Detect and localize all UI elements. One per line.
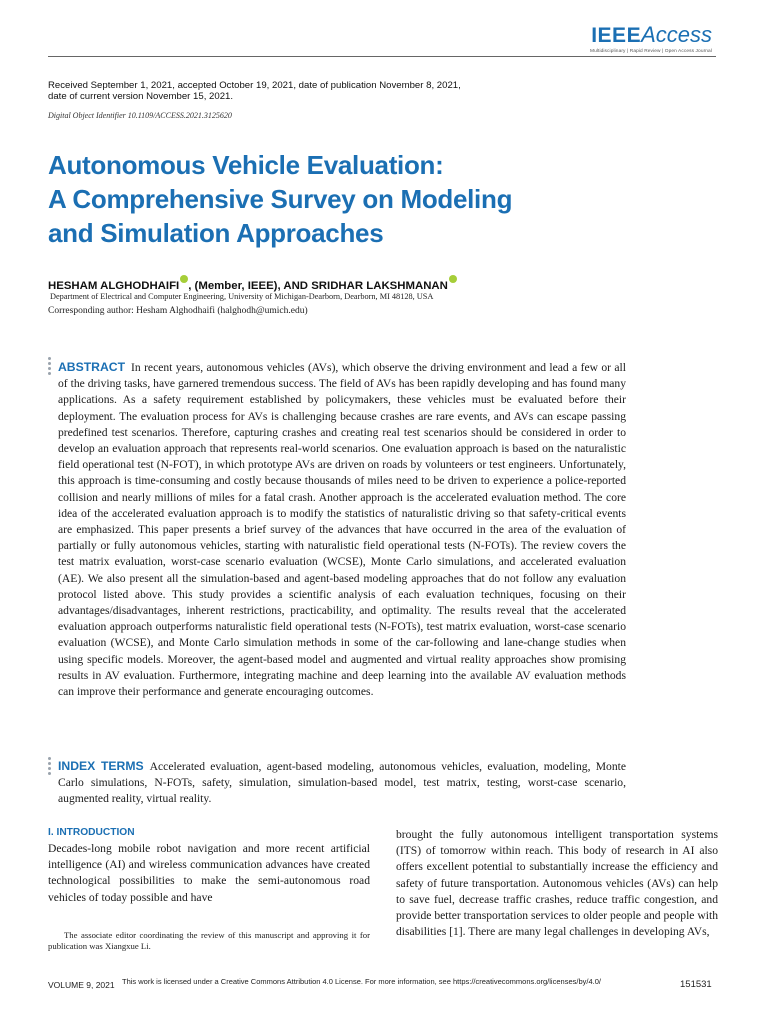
abstract-dots-icon <box>48 357 52 377</box>
section-heading-introduction: I. INTRODUCTION <box>48 827 135 838</box>
index-terms-text: Accelerated evaluation, agent-based modeling, autonomous vehicles, evaluation, modeling, Monte Carlo simulations, N-FOTs, safety, simulation, simulation-based model, test matrix, testing, worst-case scenario, augmented reality, virtual reality. <box>58 760 626 806</box>
received-dates <box>48 80 568 102</box>
logo-journal-name: Access <box>641 22 712 47</box>
paper-title <box>48 148 608 250</box>
footer-license: This work is licensed under a Creative Commons Attribution 4.0 License. For more information, see https://creativecommons.org/licenses/by/4.0/ <box>122 977 601 986</box>
footer-volume: VOLUME 9, 2021 <box>48 980 115 990</box>
title-line-3: and Simulation Approaches <box>48 218 384 248</box>
orcid-icon[interactable] <box>180 275 188 283</box>
author-line <box>48 276 457 292</box>
title-line-2: A Comprehensive Survey on Modeling <box>48 184 513 214</box>
page-number: 151531 <box>680 979 712 990</box>
introduction-paragraph-right: brought the fully autonomous intelligent transportation systems (ITS) of tomorrow within reach. This body of research in AI also offers excellent potential to substantially increase the efficiency and safety of future transportation. Autonomous vehicles (AVs) can help to save fuel, decrease traffic crashes, reduce traffic congestion, and provide better transportation services to older people and people with disabilities [1]. There are many legal challenges in developing AVs, <box>396 828 718 939</box>
footnote: The associate editor coordinating the review of this manuscript and approving it for publication was Xiangxue Li. <box>48 930 370 951</box>
logo-brand: IEEE <box>591 24 642 47</box>
abstract-heading: ABSTRACT <box>58 360 126 374</box>
corresponding-author: Corresponding author: Hesham Alghodhaifi (halghodh@umich.edu) <box>48 306 308 316</box>
journal-logo <box>590 22 712 54</box>
doi: Digital Object Identifier 10.1109/ACCESS.2021.3125620 <box>48 111 232 120</box>
received-line-1: Received September 1, 2021, accepted October 19, 2021, date of publication November 8, 2021, <box>48 80 461 91</box>
abstract-text: In recent years, autonomous vehicles (AVs), which observe the driving environment and lead a few or all of the driving tasks, have garnered tremendous success. The field of AVs has been rapidly developing and has found many applications. As a safety requirement established by policymakers, these vehicles must be evaluated before their deployment. The evaluation process for AVs is challenging because crashes are rare events, and AVs can escape passing predefined test scenarios. Therefore, capturing crashes and creating real test scenarios should be considered in order to develop an evaluation approach that represents real-world scenarios. One evaluation approach is based on the naturalistic field operational test (N-FOT), in which prototype AVs are driven on roads by volunteers or test engineers. Unfortunately, this approach is time-consuming and costly because thousands of miles need to be driven to experience a police-reported collision and nearly millions of miles for a fatal crash. Another approach is the accelerated evaluation method. The core idea of the accelerated evaluation approach is to modify the statistics of naturalistic driving so that safety-critical events are emphasized. This paper presents a brief survey of the advances that have occurred in the area of the evaluation of partially or fully autonomous vehicles, starting with naturalistic field operational tests (N-FOTs). The review covers the test matrix evaluation, worst-case scenario evaluation (WCSE), Monte Carlo simulations, and accelerated evaluation (AE). We also present all the simulation-based and agent-based modeling approaches that do not follow any evaluation protocol listed above. This study provides a scientific analysis of each evaluation techniques, focusing on their advantages/disadvantages, inherent restrictions, practicability, and optimality. The results reveal that the accelerated evaluation approach outperforms naturalistic field operational tests (N-FOTs), test matrix evaluation, worst-case scenario evaluation (WCSE), and Monte Carlo simulation methods in some of the car-following and lane-change studies when using specific models. Moreover, the agent-based model and augmented and virtual reality approaches show promising results in AV evaluation. Furthermore, integrating machine and deep learning into the available AV evaluation methods can improve their performance and generate encouraging outcomes. <box>58 361 626 699</box>
column-left <box>48 827 370 906</box>
title-line-1: Autonomous Vehicle Evaluation: <box>48 150 444 180</box>
index-terms-dots-icon <box>48 757 52 777</box>
abstract <box>58 359 626 700</box>
orcid-icon[interactable] <box>449 275 457 283</box>
author-2: , (Member, IEEE), AND SRIDHAR LAKSHMANAN <box>188 279 448 292</box>
introduction-paragraph-left: Decades-long mobile robot navigation and more recent artificial intelligence (AI) and wireless communication advances have created technological possibilities to make the semi-autonomous road vehicles of today possible and have <box>48 842 370 904</box>
index-terms-heading: INDEX TERMS <box>58 759 144 773</box>
logo-tagline: Multidisciplinary | Rapid Review | Open Access Journal <box>589 49 712 54</box>
header-rule <box>48 56 716 57</box>
index-terms <box>58 758 626 808</box>
author-1: HESHAM ALGHODHAIFI <box>48 279 180 292</box>
affiliation: Department of Electrical and Computer Engineering, University of Michigan-Dearborn, Dearborn, MI 48128, USA <box>50 292 434 301</box>
received-line-2: date of current version November 15, 2021. <box>48 91 234 102</box>
